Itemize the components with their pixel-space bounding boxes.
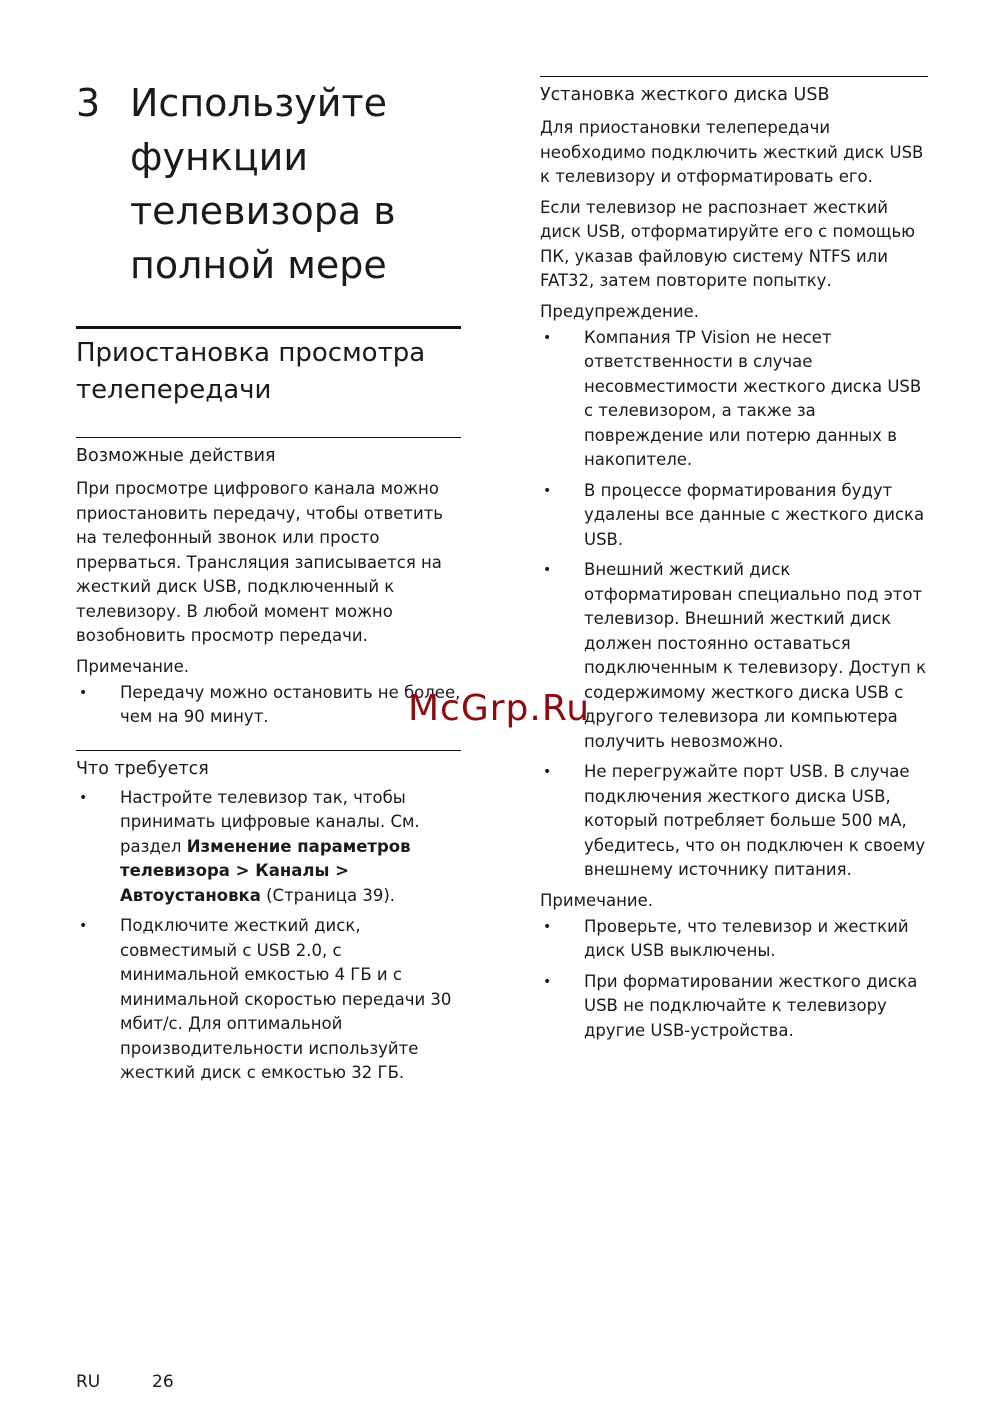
- warning-item-text: Не перегружайте порт USB. В случае подключения жесткого диска USB, который потребляет больше 500 мА, убедитесь, что он подключен к своему внешнему источнику питания.: [584, 762, 926, 879]
- requirement-page-ref: (Страница 39).: [260, 885, 396, 905]
- list-item: [540, 326, 928, 473]
- warning-label: Предупреждение.: [540, 301, 699, 321]
- list-item: [76, 914, 461, 1086]
- possible-actions-body: При просмотре цифрового канала можно приостановить передачу, чтобы ответить на телефонный звонок или просто прерваться. Трансляция записывается на жесткий диск USB, подключенный к телевизору. В любой момент можно возобновить просмотр передачи.: [76, 479, 444, 645]
- settings-path-link: Изменение параметров телевизора > Каналы > Автоустановка: [120, 836, 411, 905]
- bullet-icon: •: [543, 562, 552, 578]
- list-item: [76, 786, 461, 909]
- watermark: McGrp.Ru: [408, 688, 591, 729]
- bullet-icon: •: [543, 918, 552, 935]
- footer-language: RU: [76, 1372, 101, 1392]
- right-column: [540, 76, 928, 1049]
- bullet-icon: •: [543, 973, 552, 990]
- usb-install-para1: Для приостановки телепередачи необходимо подключить жесткий диск USB к телевизору и отформатировать его.: [540, 118, 924, 186]
- list-item: [540, 558, 928, 754]
- note-list: [76, 681, 461, 730]
- bullet-icon: •: [79, 789, 88, 806]
- warning-item-text: Компания TP Vision не несет ответственности в случае несовместимости жесткого диска USB с телевизором, а также за повреждение или потерю данных в накопителе.: [584, 327, 922, 469]
- usb-install-para2: Если телевизор не распознает жесткий диск USB, отформатируйте его с помощью ПК, указав файловую систему NTFS или FAT32, затем повторите попытку.: [540, 197, 916, 290]
- list-item: [540, 970, 928, 1044]
- bullet-icon: •: [543, 764, 552, 780]
- warning-list: [540, 326, 928, 883]
- list-item: [540, 760, 928, 883]
- warning-item-text: Внешний жесткий диск отформатирован специально под этот телевизор. Внешний жесткий диск должен постоянно оставаться подключенным к телевизору. Доступ к содержимому жесткого диска USB с другого телевизора ли компьютера получить невозможно.: [584, 560, 927, 751]
- requirements-heading: Что требуется: [76, 750, 461, 782]
- possible-actions-heading: Возможные действия: [76, 437, 461, 469]
- left-column: [76, 76, 461, 1092]
- chapter-number: 3: [76, 81, 101, 125]
- chapter-heading: [76, 76, 461, 326]
- note-label: Примечание.: [540, 890, 653, 910]
- requirements-list: [76, 786, 461, 1086]
- list-item: [76, 681, 461, 730]
- bullet-icon: •: [79, 684, 88, 701]
- note-list: [540, 915, 928, 1044]
- requirement-text: Подключите жесткий диск, совместимый с USB 2.0, с минимальной емкостью 4 ГБ и с минимальной скоростью передачи 30 мбит/с. Для оптимальной производительности используйте жесткий диск с емкостью 32 ГБ.: [120, 916, 452, 1082]
- list-item: [540, 479, 928, 553]
- note-item-text: Проверьте, что телевизор и жесткий диск USB выключены.: [584, 916, 909, 960]
- warning-item-text: В процессе форматирования будут удалены все данные с жесткого диска USB.: [584, 480, 925, 549]
- bullet-icon: •: [543, 482, 552, 499]
- page-number: 26: [152, 1372, 174, 1392]
- usb-install-heading: Установка жесткого диска USB: [540, 76, 928, 108]
- note-label: Примечание.: [76, 656, 189, 676]
- note-item-text: При форматировании жесткого диска USB не подключайте к телевизору другие USB-устройства.: [584, 971, 918, 1040]
- requirement-text: Настройте телевизор так, чтобы принимать цифровые каналы. См. раздел: [120, 787, 420, 856]
- bullet-icon: •: [543, 329, 552, 346]
- note-item-text: Передачу можно остановить не более, чем на 90 минут.: [120, 682, 461, 726]
- bullet-icon: •: [79, 918, 88, 934]
- chapter-title: Используйте функции телевизора в полной мере: [130, 81, 396, 287]
- list-item: [540, 915, 928, 964]
- section-title: Приостановка просмотра телепередачи: [76, 326, 461, 409]
